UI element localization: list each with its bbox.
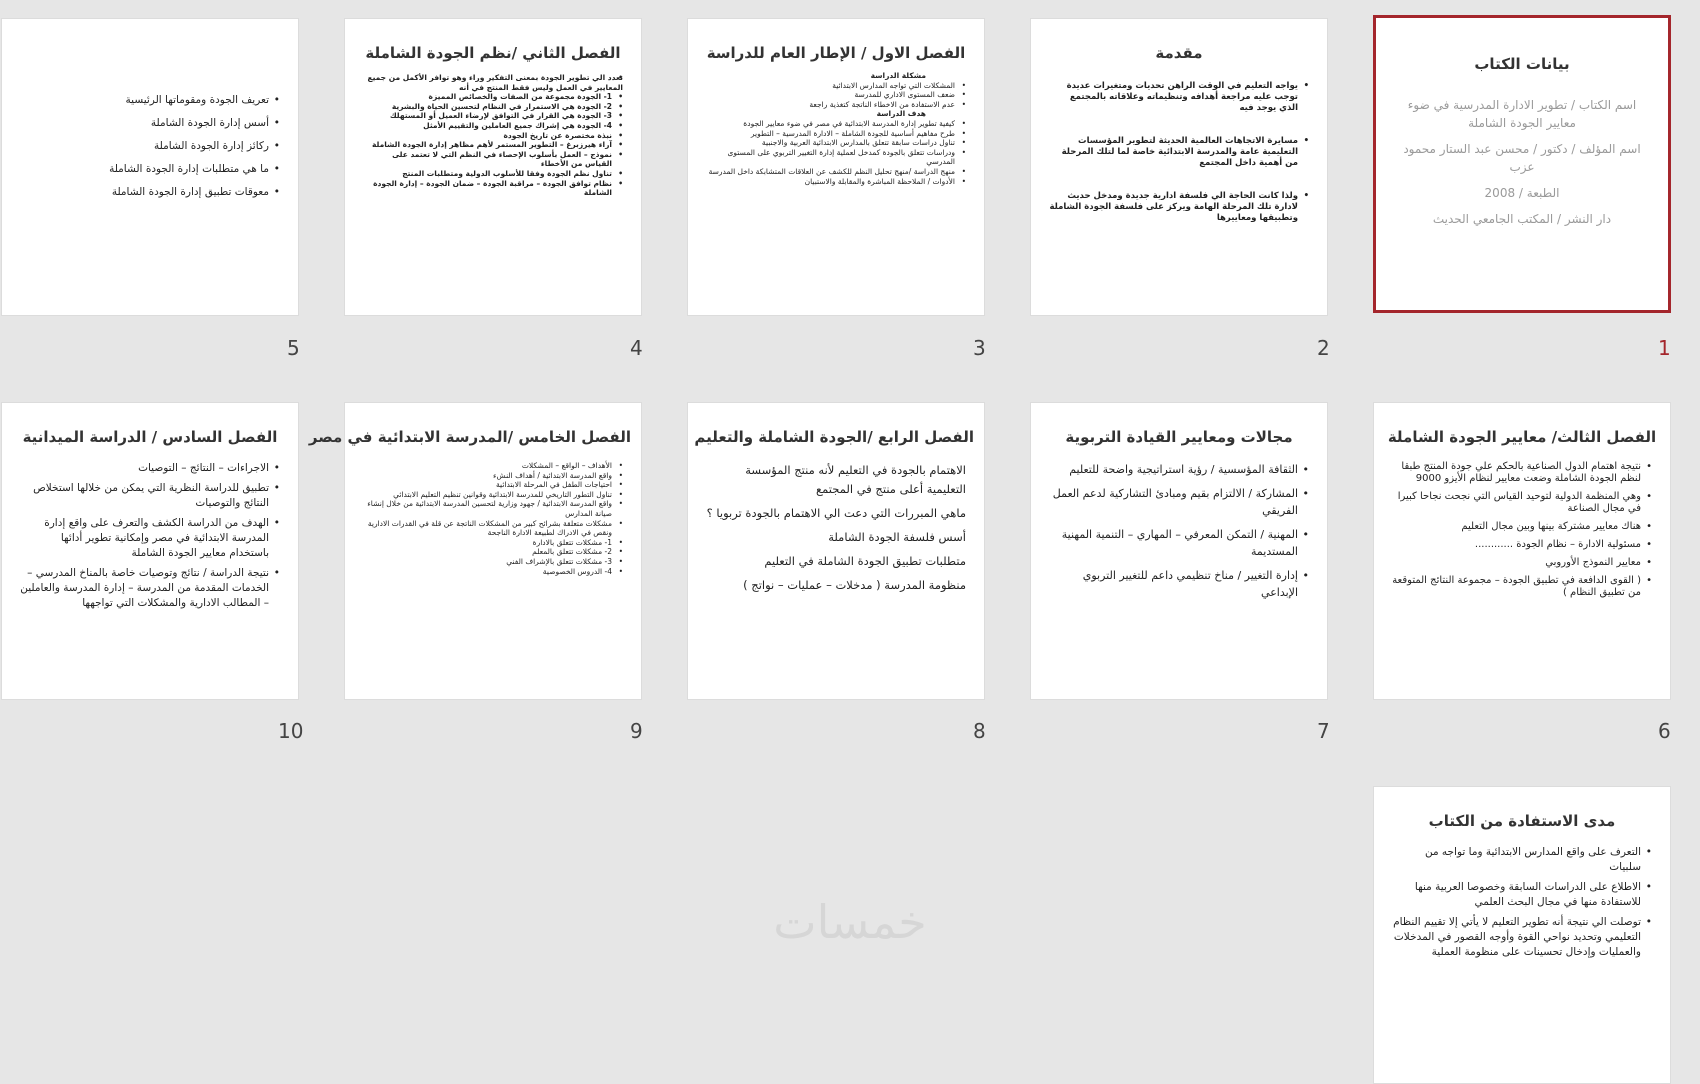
slide-bullet: • 1- مشكلات تتعلق بالادارة <box>363 538 623 548</box>
slide-bullet: • نموذج – العمل بأسلوب الإحصاء في النظم التي لا تعتمد على القياس من الأخطاء <box>363 150 623 169</box>
slide-bullet: • المشاركة / الالتزام بقيم ومبادئ التشاركية لدعم العمل الفريقي <box>1049 485 1309 519</box>
slide-bullet: • الأدوات / الملاحظة المباشرة والمقابلة والاستبيان <box>706 177 966 187</box>
slide-bullet: • واقع المدرسة الابتدائية / جهود وزارية لتحسين المدرسة الابتدائية من خلال إنشاء صيانة المدارس <box>363 499 623 518</box>
slide-bullet: • نظام توافق الجودة – مراقبة الجودة – ضمان الجودة – إدارة الجودة الشاملة <box>363 179 623 198</box>
slide-number: 10 <box>278 719 304 743</box>
slide-body <box>363 461 623 576</box>
slide-number: 9 <box>630 719 643 743</box>
slide-number: 6 <box>1658 719 1671 743</box>
slide-text: ماهي المبررات التي دعت الي الاهتمام بالجودة تربويا ؟ <box>706 506 966 520</box>
slide-body <box>363 73 623 198</box>
slide-bullet: • تطبيق للدراسة النظرية التي يمكن من خلالها استخلاص النتائج والتوصيات <box>20 481 280 511</box>
slide-bullet: • المهنية / التمكن المعرفي – المهاري – التنمية المهنية المستديمة <box>1049 526 1309 560</box>
slide-title: الفصل الثاني /نظم الجودة الشاملة <box>365 44 621 62</box>
slide-bullet: • معايير النموذج الأوروبي <box>1392 557 1652 569</box>
slide-3[interactable] <box>687 18 985 316</box>
slide-5[interactable] <box>1 18 299 316</box>
slide-number: 3 <box>973 336 986 360</box>
slide-body <box>1049 81 1309 224</box>
slide-bullet: • مسايرة الاتجاهات العالمية الحديثة لتطوير المؤسسات التعليمية عامة والمدرسة الابتدائية خاصة لما لتلك المرحلة من أهمية داخل المجتمع <box>1049 136 1309 169</box>
slide-10[interactable] <box>1 402 299 700</box>
slide-bullet: • الأهداف – الواقع – المشكلات <box>363 461 623 471</box>
slide-number: 7 <box>1317 719 1330 743</box>
slide-text: الاهتمام بالجودة في التعليم لأنه منتج المؤسسة التعليمية أعلى منتج في المجتمع <box>745 463 966 496</box>
slide-bullet: • يواجه التعليم في الوقت الراهن تحديات ومتغيرات عديدة توجب عليه مراجعة أهدافه وتنظيماته وعلاقاته بالمجتمع الذي يوجد فيه <box>1049 81 1309 114</box>
slide-bullet: • نتيجة اهتمام الدول الصناعية بالحكم علي جودة المنتج طبقا لنظم الجودة الشاملة وضعت معايير لنظام الأيزو 9000 <box>1392 461 1652 485</box>
slide-bullet: • تناول التطور التاريخي للمدرسة الابتدائية وقوانين تنظيم التعليم الابتدائي <box>363 490 623 500</box>
slide-bullet: • توصلت الي نتيجة أنه تطوير التعليم لا يأتي إلا تقييم النظام التعليمي وتحديد نواحي القوة وأوجه القصور في المدخلات والعمليات وإدخال تحسينات على منظومة العملية <box>1392 915 1652 960</box>
slide-bullet: • 4- الدروس الخصوصية <box>363 567 623 577</box>
slide-title: الفصل السادس / الدراسة الميدانية <box>22 428 278 446</box>
slide-11[interactable] <box>1373 786 1671 1084</box>
slide-2[interactable] <box>1030 18 1328 316</box>
slide-bullet: • التعرف على واقع المدارس الابتدائية وما تواجه من سلبيات <box>1392 845 1652 875</box>
slide-number: 2 <box>1317 336 1330 360</box>
slide-title: الفصل الخامس /المدرسة الابتدائية في مصر <box>308 428 631 446</box>
slide-number: 4 <box>630 336 643 360</box>
slide-bullet: • الهدف من الدراسة الكشف والتعرف على واقع إدارة المدرسة الابتدائية في مصر وإمكانية تطوير أدائها باستخدام معايير الجودة الشاملة <box>20 516 280 561</box>
slide-bullet: • عدم الاستفادة من الاخطاء الناتجة كتغذية راجعة <box>706 100 966 110</box>
slide-title: بيانات الكتاب <box>1474 55 1570 73</box>
slide-number: 1 <box>1658 336 1671 360</box>
slide-8[interactable] <box>687 402 985 700</box>
slide-bullet: • 4- الجودة هي إشراك جميع العاملين والتقييم الأمثل <box>363 121 623 131</box>
slide-title: مقدمة <box>1155 44 1203 62</box>
slide-bullet: • طرح مفاهيم أساسية للجودة الشاملة – الادارة المدرسية – التطوير <box>706 129 966 139</box>
slide-bullet: • المشكلات التي تواجه المدارس الابتدائية <box>706 81 966 91</box>
slide-text: أسس فلسفة الجودة الشاملة <box>828 530 966 544</box>
slide-body <box>92 93 280 199</box>
slide-bullet: • تناول دراسات سابقة تتعلق بالمدارس الابتدائية العربية والاجنبية <box>706 138 966 148</box>
slide-bullet: • 2- مشكلات تتعلق بالمعلم <box>363 547 623 557</box>
slide-subheading: مشكلة الدراسة <box>870 71 926 80</box>
slide-bullet: • نبذة مختصرة عن تاريخ الجودة <box>363 131 623 141</box>
slide-bullet: • ضعف المستوى الاداري للمدرسة <box>706 90 966 100</box>
slide-body <box>706 461 966 595</box>
slide-text: منظومة المدرسة ( مدخلات – عمليات – نواتج ) <box>743 578 966 592</box>
slide-bullet: • ( القوى الدافعة في تطبيق الجودة – مجموعة النتائج المتوقعة من تطبيق النظام ) <box>1392 575 1652 599</box>
slide-body <box>1394 96 1650 228</box>
slide-bullet: • تعريف الجودة ومقوماتها الرئيسية <box>92 93 280 107</box>
slide-text: الطبعة / 2008 <box>1484 186 1560 200</box>
slide-bullet: • واقع المدرسة الابتدائية / أهداف النشء <box>363 471 623 481</box>
slide-bullet: • كيفية تطوير إدارة المدرسة الابتدائية في مصر في ضوء معايير الجودة <box>706 119 966 129</box>
slide-body <box>1392 845 1652 960</box>
slide-bullet: • احتياجات الطفل في المرحلة الابتدائية <box>363 480 623 490</box>
watermark-logo: خمسات <box>773 895 927 949</box>
slide-bullet: • تناول نظم الجودة وفقا للأسلوب الدولية ومتطلبات المنتج <box>363 169 623 179</box>
slide-bullet: • 3- مشكلات تتعلق بالإشراف الفني <box>363 557 623 567</box>
slide-number: 8 <box>973 719 986 743</box>
slide-bullet: • معوقات تطبيق إدارة الجودة الشاملة <box>92 185 280 199</box>
slide-bullet: • ودراسات تتعلق بالجودة كمدخل لعملية إدارة التغيير التربوي على المستوى المدرسي <box>706 148 966 167</box>
slide-bullet: • منهج الدراسة /منهج تحليل النظم للكشف عن العلاقات المتشابكة داخل المدرسة <box>706 167 966 177</box>
slide-bullet: • 2- الجودة هي الاستمرار في النظام لتحسين الحياة والبشرية <box>363 102 623 112</box>
slide-title: الفصل الثالث/ معايير الجودة الشاملة <box>1387 428 1657 446</box>
slide-title: مجالات ومعايير القيادة التربوية <box>1065 428 1293 446</box>
slide-bullet: • ركائز إدارة الجودة الشاملة <box>92 139 280 153</box>
slide-body <box>20 461 280 611</box>
slide-number: 5 <box>287 336 300 360</box>
slide-1-selected[interactable] <box>1373 15 1671 313</box>
slide-subheading: هدف الدراسة <box>876 109 926 119</box>
slide-4[interactable] <box>344 18 642 316</box>
slide-bullet: • الثقافة المؤسسية / رؤية استراتيجية واضحة للتعليم <box>1049 461 1309 478</box>
slide-bullet: • ولذا كانت الحاجة الي فلسفة ادارية جديدة ومدخل حديث لادارة تلك المرحلة الهامة ويركز على فلسفة الجودة الشاملة وتطبيقها ومعاييرها <box>1049 191 1309 224</box>
slide-text: اسم الكتاب / تطوير الادارة المدرسية في ضوء معايير الجودة الشاملة <box>1407 98 1637 130</box>
slide-bullet: • الاطلاع على الدراسات السابقة وخصوصا العربية منها للاستفادة منها في مجال البحث العلمي <box>1392 880 1652 910</box>
slide-bullet: • آراء هيرزبرغ – التطوير المستمر لأهم مظاهر إدارة الجودة الشاملة <box>363 140 623 150</box>
slide-title: الفصل الرابع /الجودة الشاملة والتعليم <box>694 428 974 446</box>
slide-text: متطلبات تطبيق الجودة الشاملة في التعليم <box>764 554 966 568</box>
slide-bullet: • مشكلات متعلقة بشرائح كبير من المشكلات الناتجة عن قلة في القدرات الادارية ونقص في الادراك لطبيعة الادارة الناجحة <box>363 519 623 538</box>
slide-title: الفصل الاول / الإطار العام للدراسة <box>706 44 966 62</box>
slide-bullet: • 1- الجودة مجموعة من الصفات والخصائص المميزة <box>363 92 623 102</box>
slide-text: دار النشر / المكتب الجامعي الحديث <box>1432 212 1612 226</box>
slide-body <box>1392 461 1652 599</box>
slide-body <box>706 71 966 186</box>
slide-9[interactable] <box>308 402 642 700</box>
slide-7[interactable] <box>1030 402 1328 700</box>
slide-bullet: • إدارة التغيير / مناخ تنظيمي داعم للتغيير التربوي الإبداعي <box>1049 567 1309 601</box>
slide-body <box>1049 461 1309 601</box>
slide-bullet: • 3- الجودة هي القرار في التوافق لإرضاء العميل أو المستهلك <box>363 111 623 121</box>
slide-bullet: • هناك معايير مشتركة بينها وبين مجال التعليم <box>1392 521 1652 533</box>
slide-title: مدى الاستفادة من الكتاب <box>1428 812 1616 830</box>
slide-text: • تعدد الي تطوير الجودة بمعنى التفكير وراء وهو توافر الأكمل من جميع المعايير في العمل وليس فقط المنتج في أنه <box>363 73 623 92</box>
slide-bullet: • وهي المنظمة الدولية لتوحيد القياس التي نجحت نجاحا كبيرا في مجال الصناعة <box>1392 491 1652 515</box>
slide-bullet: • نتيجة الدراسة / نتائج وتوصيات خاصة بالمناخ المدرسي – الخدمات المقدمة من المدرسة – إدارة المدرسة والعاملين – المطالب الادارية والمشكلات التي تواجهها <box>20 566 280 611</box>
slide-bullet: • مسئولية الادارة – نظام الجودة ............ <box>1392 539 1652 551</box>
slide-bullet: • الاجراءات – النتائج – التوصيات <box>20 461 280 476</box>
slide-6[interactable] <box>1373 402 1671 700</box>
slide-text: اسم المؤلف / دكتور / محسن عبد الستار محمود عزب <box>1403 142 1641 174</box>
slide-bullet: • أسس إدارة الجودة الشاملة <box>92 116 280 130</box>
slide-bullet: • ما هي متطلبات إدارة الجودة الشاملة <box>92 162 280 176</box>
